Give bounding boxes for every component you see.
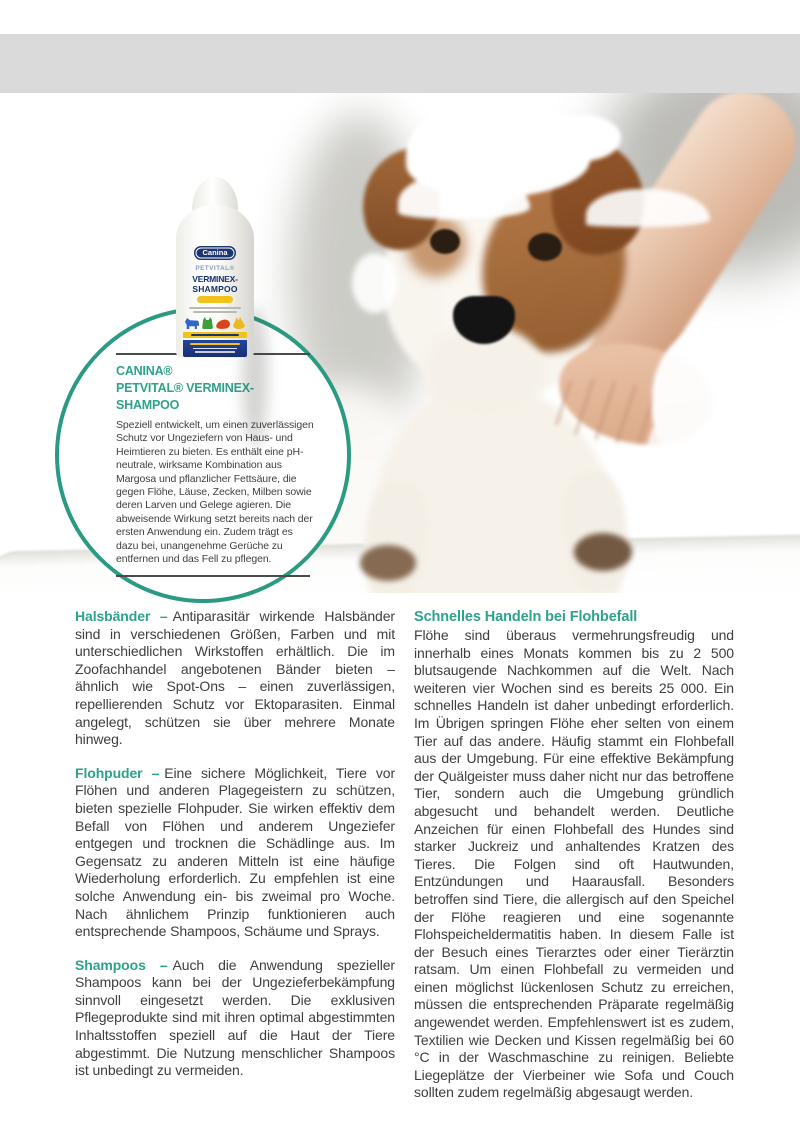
paragraph-text: Auch die Anwendung spezieller Shampoos kann bei der Ungezieferbekämpfung sinnvoll eingesetzt werden. Die exklusiven Pflegeprodukte sind mit ihren optimal abgestimmten Inhaltsstoffen speziell auf die Haut der Tiere abgestimmt. Die Nutzung menschlicher Shampoos ist unbedingt zu vermeiden. [75, 956, 395, 1079]
product-brand-heading: CANINA® [116, 364, 173, 378]
paragraph-flohbefall: Flöhe sind überaus vermehrungsfreudig und innerhalb eines Monats kommen bis zu 2 500 blutsaugende Nachkommen auf die Welt. Nach weiteren vier Wochen sind es bereits 25 000. Ein schnelles Handeln ist daher unbedingt erforderlich. Im Übrigen springen Flöhe eher selten von einem Tier auf das andere. Häufig stammt ein Flohbefall aus der Umgebung. Für eine effektive Bekämpfung der Quälgeister muss daher nicht nur das betroffene Tier, sondern auch die Umgebung gründlich abgesucht und behandelt werden. Deutliche Anzeichen für einen Flohbefall des Hundes sind starker Juckreiz und anhaltendes Kratzen des Tieres. Die Folgen sind oft Hautwunden, Entzündungen und Haarausfall. Besonders betroffen sind Tiere, die allergisch auf den Speichel der Flöhe reagieren und eine sogenannte Flohspeicheldermatitis haben. In diesem Falle ist der Besuch eines Tierarztes oder einer Tierärztin ratsam. Um einen Flohbefall zu vermeiden und einen möglichst lückenlosen Schutz zu erreichen, müssen die entsprechenden Präparate regelmäßig angewendet werden. Empfehlenswert ist es zudem, Textilien wie Decken und Kissen regelmäßig bei 60 °C in der Waschmaschine zu reinigen. Beliebte Liegeplätze der Vierbeiner wie Sofa und Couch sollten zudem regelmäßig abgesaugt werden. [414, 627, 734, 1101]
bottle-yellow-strip [183, 332, 247, 338]
left-column [75, 608, 395, 1118]
shampoo-foam [352, 253, 398, 313]
paragraph-halsbaender [75, 608, 395, 749]
illegible-label-text [191, 334, 239, 336]
bottle-info-panel [183, 340, 247, 357]
dog-eye [430, 229, 460, 254]
paragraph-flohpuder [75, 765, 395, 941]
paragraph-text: Eine sichere Möglichkeit, Tiere vor Flöhen und anderen Plagegeistern zu schützen, bieten spezielle Flohpuder. Sie wirken effektiv dem Befall von Flöhen und anderem Ungeziefer entgegen und trocknen die Schädlinge aus. Im Gegensatz zu anderen Mitteln ist eine häufige Wiederholung erforderlich. Zu empfehlen ist eine solche Anwendung ein- bis zweimal pro Woche. Nach ähnlichem Prinzip funktionieren auch entsprechende Shampoos, Schäume und Sprays. [75, 764, 396, 940]
canina-logo: Canina [194, 246, 236, 260]
cat-icon [202, 317, 213, 329]
bottle-label-shampoo: SHAMPOO [192, 284, 238, 294]
dog-eye [528, 233, 562, 261]
bottle-label-verminex: VERMINEX- [192, 274, 238, 284]
divider-line [116, 575, 310, 577]
right-column-heading: Schnelles Handeln bei Flohbefall [414, 609, 638, 625]
bottle-yellow-badge [197, 296, 233, 303]
article-columns [75, 608, 735, 1118]
dog-paw [360, 545, 416, 581]
illegible-label-text [193, 348, 237, 350]
paragraph-lead: Shampoos – [75, 956, 168, 973]
illegible-label-text [195, 351, 235, 353]
paragraph-lead: Flohpuder – [75, 764, 160, 781]
product-description: Speziell entwickelt, um einen zuverlässigen Schutz vor Ungeziefern von Haus- und Heimtieren zu bieten. Es enthält eine pH-neutrale, wirksame Kombination aus Margosa und pflanzlicher Fettsäure, die gegen Flöhe, Läuse, Zecken, Milben sowie deren Larven und Gelege agieren. Die abweisende Wirkung setzt bereits nach der ersten Anwendung ein. Zudem trägt es dazu bei, unangenehme Gerüche zu entfernen und das Fell zu pflegen. [116, 419, 314, 566]
animal-icon-row [183, 316, 247, 329]
dog-icon [185, 318, 199, 329]
header-gray-band [0, 34, 800, 93]
product-name-heading: PETVITAL® VERMINEX-SHAMPOO [116, 381, 254, 412]
shampoo-foam [545, 115, 621, 161]
bird-icon [215, 319, 231, 331]
illegible-label-text [190, 343, 240, 345]
dog-paw [574, 533, 632, 571]
rabbit-icon [233, 317, 245, 329]
bottle-label-petvital: PETVITAL® [195, 265, 235, 272]
right-column [414, 608, 734, 1118]
illegible-label-text [193, 311, 237, 313]
product-bottle [176, 177, 254, 358]
paragraph-shampoos [75, 957, 395, 1080]
foam-on-hand [652, 331, 774, 471]
paragraph-lead: Halsbänder – [75, 608, 168, 624]
illegible-label-text [189, 307, 241, 309]
paragraph-text: Antiparasitär wirkende Halsbänder sind in verschiedenen Größen, Farben und mit unterschiedlichen Wirkstoffen erhältlich. Die im Zoofachhandel angebotenen Bänder bieten – ähnlich wie Spot-Ons – einen zuverlässigen, repellierenden Schutz vor Ektoparasiten. Einmal angelegt, schützen sie über mehrere Monate hinweg. [75, 608, 395, 748]
